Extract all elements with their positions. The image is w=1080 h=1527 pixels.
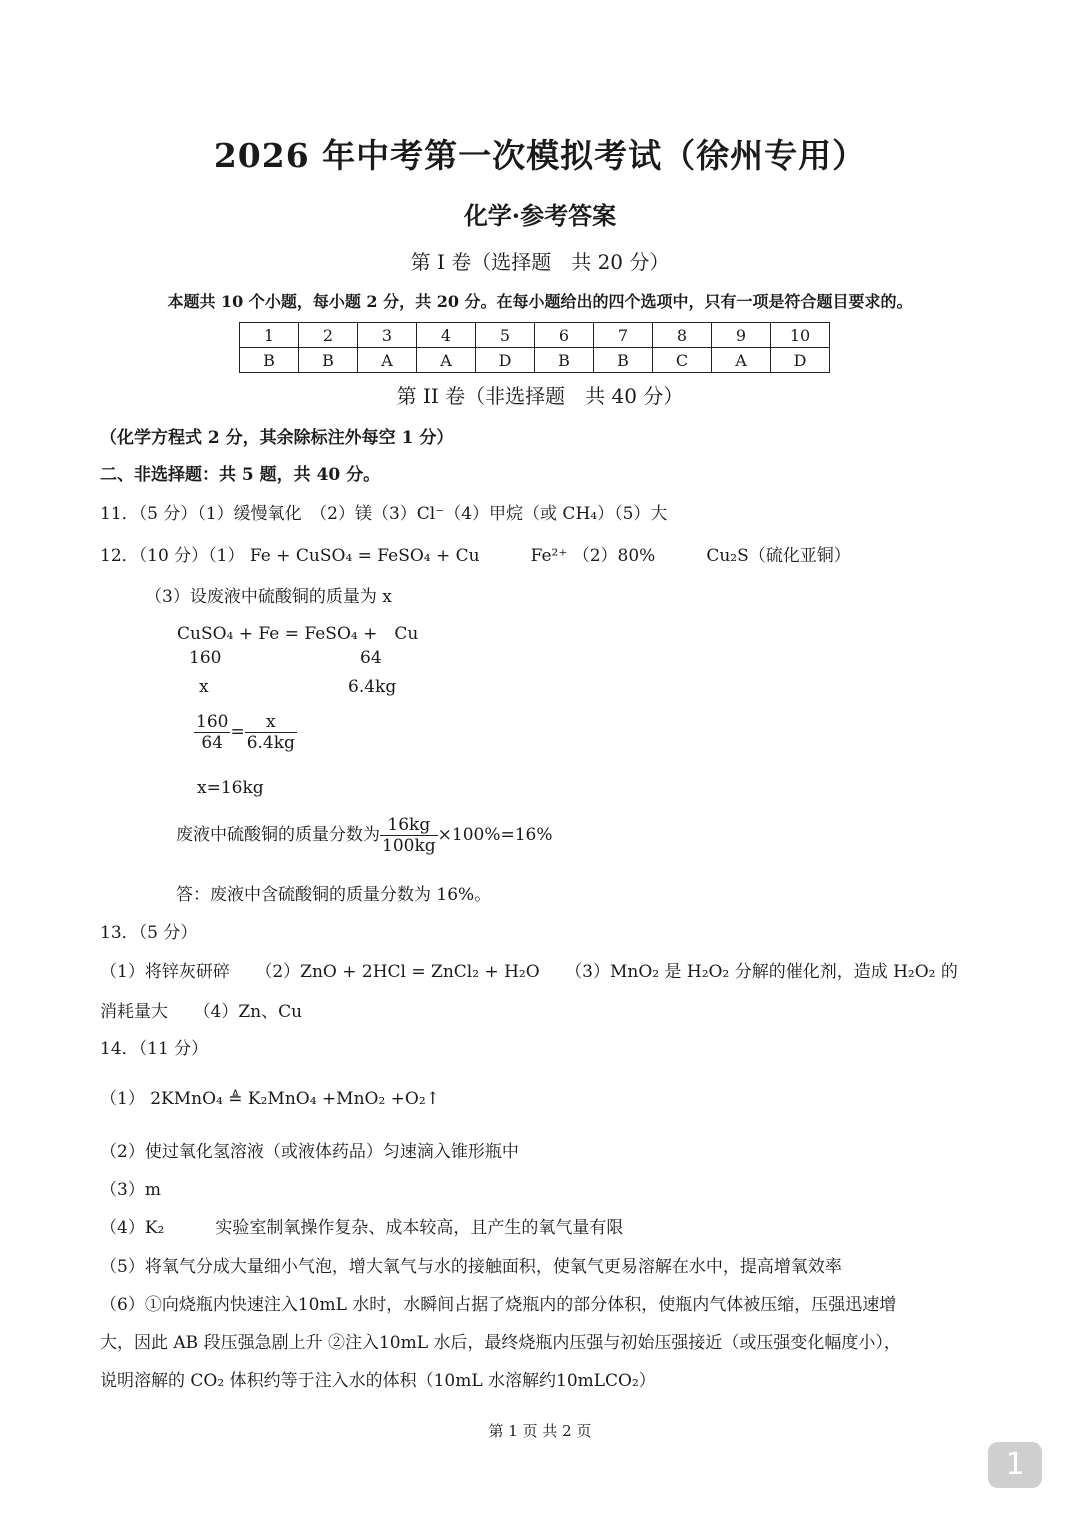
- question-number: 1: [240, 323, 299, 348]
- q12-mass-cuso4: 160: [189, 648, 222, 668]
- part1-heading: 第 I 卷（选择题 共 20 分）: [410, 250, 670, 274]
- question-number: 7: [594, 323, 653, 348]
- fraction-numerator: x: [245, 712, 297, 733]
- page-number: 第 1 页 共 2 页: [488, 1422, 592, 1440]
- question-number: 2: [299, 323, 358, 348]
- q14-line3: （3）m: [100, 1180, 161, 1200]
- answer-cell: A: [712, 348, 771, 373]
- answer-cell: B: [299, 348, 358, 373]
- q13-line2: 消耗量大 （4）Zn、Cu: [100, 1002, 303, 1022]
- fraction: [245, 712, 297, 753]
- part1-instruction: 本题共 10 个小题，每小题 2 分，共 20 分。在每小题给出的四个选项中，只有一项是符合题目要求的。: [167, 292, 913, 311]
- q12-percent: [176, 815, 553, 856]
- answer-cell: D: [771, 348, 830, 373]
- answer-cell: A: [358, 348, 417, 373]
- q14-line6c: 说明溶解的 CO₂ 体积约等于注入水的体积（10mL 水溶解约10mLCO₂）: [100, 1371, 656, 1391]
- fraction-numerator: 16kg: [380, 815, 438, 836]
- answer-table-number-row: [240, 323, 830, 348]
- q12-proportion: $\frac{160}{64}$ = $\frac{x}{6.4kg}$: [196, 712, 295, 753]
- question-number: 5: [476, 323, 535, 348]
- q13-heading: 13．（5 分）: [100, 923, 198, 943]
- q12-result: x=16kg: [197, 778, 264, 798]
- answer-table-answer-row: [240, 348, 830, 373]
- question-number: 4: [417, 323, 476, 348]
- q12-mass-cu: 64: [360, 648, 382, 668]
- q14-line4: （4）K₂ 实验室制氧操作复杂、成本较高，且产生的氧气量有限: [100, 1218, 624, 1238]
- answer-cell: B: [240, 348, 299, 373]
- q13-line1: （1）将锌灰研碎 （2）ZnO + 2HCl = ZnCl₂ + H₂O （3）MnO₂ 是 H₂O₂ 分解的催化剂，造成 H₂O₂ 的: [100, 962, 958, 982]
- scoring-note: （化学方程式 2 分，其余除标注外每空 1 分）: [100, 428, 454, 448]
- q14-line2: （2）使过氧化氢溶液（或液体药品）匀速滴入锥形瓶中: [100, 1142, 519, 1162]
- fraction-numerator: 160: [196, 712, 229, 732]
- answer-cell: B: [535, 348, 594, 373]
- q14-line6a: （6）①向烧瓶内快速注入10mL 水时，水瞬间占据了烧瓶内的部分体积，使瓶内气体被压缩，压强迅速增: [100, 1295, 897, 1315]
- answer-table: [239, 322, 830, 373]
- q12-line1: 12．（10 分）（1） Fe + CuSO₄ = FeSO₄ + Cu Fe²⁺ （2）80% Cu₂S（硫化亚铜）: [100, 546, 851, 566]
- q12-var-x: x: [199, 677, 209, 697]
- q14-line6b: 大，因此 AB 段压强急剧上升 ②注入10mL 水后，最终烧瓶内压强与初始压强接近（或压强变化幅度小），: [100, 1333, 901, 1353]
- q14-line5: （5）将氧气分成大量细小气泡，增大氧气与水的接触面积，使氧气更易溶解在水中，提高增氧效率: [100, 1257, 842, 1277]
- fraction: [194, 712, 230, 753]
- fraction-denominator: 64: [201, 733, 224, 753]
- section-heading: 二、非选择题：共 5 题，共 40 分。: [100, 465, 381, 485]
- q12-conclusion: 答：废液中含硫酸铜的质量分数为 16%。: [176, 885, 492, 905]
- percent-prefix: 废液中硫酸铜的质量分数为: [176, 825, 380, 845]
- fraction-denominator: 100kg: [382, 836, 436, 856]
- fraction: [380, 815, 438, 856]
- q12-var-cu: 6.4kg: [348, 677, 397, 697]
- fraction-denominator: 6.4kg: [246, 733, 295, 753]
- answer-cell: C: [653, 348, 712, 373]
- q14-heading: 14．（11 分）: [100, 1039, 209, 1059]
- answer-cell: D: [476, 348, 535, 373]
- answer-cell: B: [594, 348, 653, 373]
- part2-heading: 第 II 卷（非选择题 共 40 分）: [396, 384, 684, 408]
- page-subtitle: 化学·参考答案: [463, 201, 617, 230]
- percent-suffix: ×100%=16%: [437, 825, 553, 845]
- page-badge[interactable]: 1: [988, 1442, 1042, 1488]
- q11-answer: 11．（5 分）（1）缓慢氧化 （2）镁（3）Cl⁻（4）甲烷（或 CH₄）（5）大: [100, 504, 668, 524]
- q12-line2: （3）设废液中硫酸铜的质量为 x: [145, 587, 392, 607]
- question-number: 8: [653, 323, 712, 348]
- page-title: 2026 年中考第一次模拟考试（徐州专用）: [213, 136, 867, 175]
- question-number: 6: [535, 323, 594, 348]
- answer-cell: A: [417, 348, 476, 373]
- question-number: 3: [358, 323, 417, 348]
- q12-equation: CuSO₄ + Fe = FeSO₄ + Cu: [177, 624, 419, 644]
- q14-line1: （1） 2KMnO₄ ≜ K₂MnO₄ +MnO₂ +O₂↑: [100, 1089, 440, 1109]
- question-number: 9: [712, 323, 771, 348]
- question-number: 10: [771, 323, 830, 348]
